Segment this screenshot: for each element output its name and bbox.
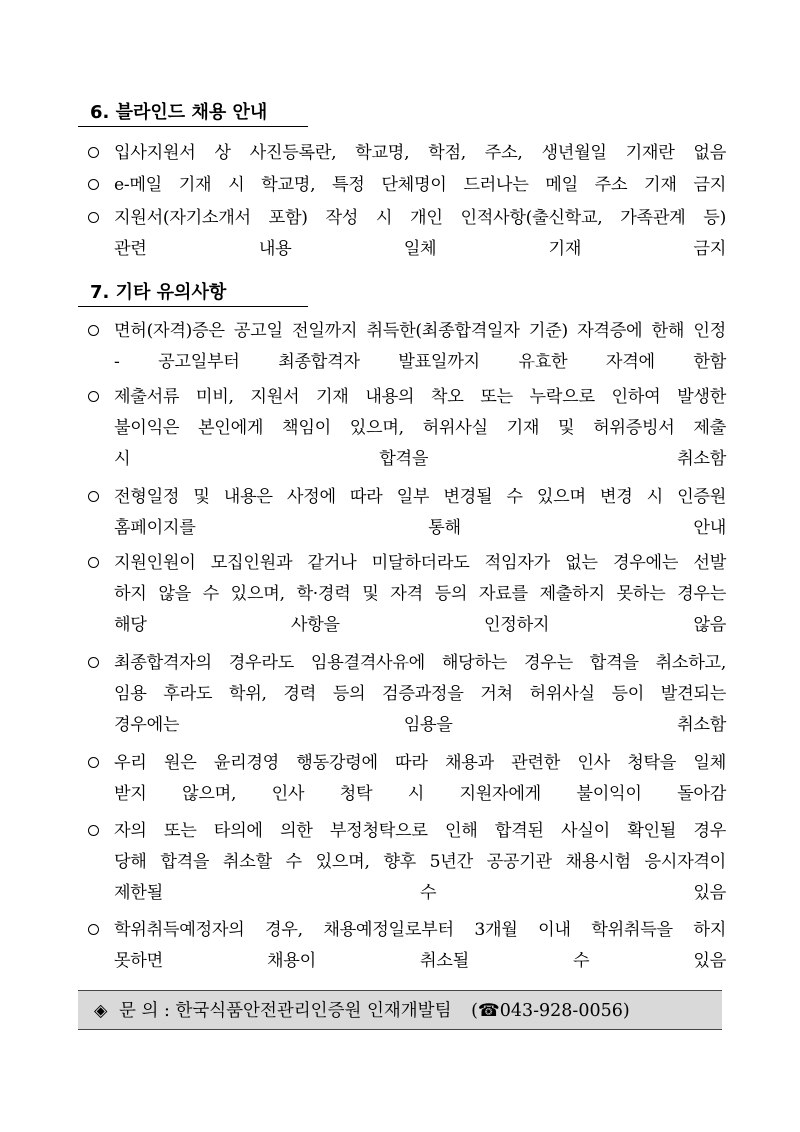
list-item — [88, 316, 726, 378]
item-line: 우리 원은 윤리경영 행동강령에 따라 채용과 관련한 인사 청탁을 일체 — [114, 753, 726, 773]
item-line: 해당 사항을 인정하지 않음 — [114, 614, 726, 635]
contact-label: 문 의 : 한국식품안전관리인증원 인재개발팀 — [119, 1001, 452, 1021]
list-item — [88, 648, 726, 740]
item-line: - 공고일부터 최종합격자 발표일까지 유효한 자격에 한함 — [114, 351, 726, 372]
item-line: 지원인원이 모집인원과 같거나 미달하더라도 적임자가 없는 경우에는 선발 — [114, 553, 726, 573]
item-line: 당해 합격을 취소할 수 있으며, 향후 5년간 공공기관 채용시험 응시자격이 — [114, 851, 726, 872]
list-item — [88, 748, 726, 810]
circle-bullet-icon — [88, 491, 99, 502]
circle-bullet-icon — [88, 325, 99, 336]
item-line: 하지 않을 수 있으며, 학·경력 및 자격 등의 자료를 제출하지 못하는 경우는 — [114, 583, 726, 604]
list-item — [88, 203, 726, 265]
list-item — [88, 382, 726, 474]
circle-bullet-icon — [88, 212, 99, 223]
section-6-heading: 6. 블라인드 채용 안내 — [78, 100, 308, 127]
contact-phone: (☎043-928-0056) — [471, 1001, 630, 1021]
item-line: 제한될 수 있음 — [114, 882, 726, 903]
list-item — [88, 816, 726, 908]
item-line: 임용 후라도 학위, 경력 등의 검증과정을 거쳐 허위사실 등이 발견되는 — [114, 683, 726, 704]
section-7-heading: 7. 기타 유의사항 — [78, 280, 308, 307]
circle-bullet-icon — [88, 757, 99, 768]
item-line: 홈페이지를 통해 안내 — [114, 517, 726, 538]
item-line: 경우에는 임용을 취소함 — [114, 714, 726, 735]
list-item — [88, 170, 726, 201]
list-item — [88, 548, 726, 640]
item-line: 면허(자격)증은 공고일 전일까지 취득한(최종합격일자 기준) 자격증에 한해 인정 — [114, 321, 726, 341]
item-line: 자의 또는 타의에 의한 부정청탁으로 인해 합격된 사실이 확인될 경우 — [114, 821, 726, 841]
circle-bullet-icon — [88, 179, 99, 190]
item-line: 못하면 채용이 취소될 수 있음 — [114, 950, 726, 971]
item-line: 시 합격을 취소함 — [114, 448, 726, 469]
item-line: 제출서류 미비, 지원서 기재 내용의 착오 또는 누락으로 인하여 발생한 — [114, 387, 726, 407]
item-line: 전형일정 및 내용은 사정에 따라 일부 변경될 수 있으며 변경 시 인증원 — [114, 487, 726, 507]
item-line: 관련 내용 일체 기재 금지 — [114, 238, 726, 259]
item-line: 최종합격자의 경우라도 임용결격사유에 해당하는 경우는 합격을 취소하고, — [114, 653, 726, 673]
circle-bullet-icon — [88, 557, 99, 568]
item-line: e-메일 기재 시 학교명, 특정 단체명이 드러나는 메일 주소 기재 금지 — [114, 175, 726, 195]
circle-bullet-icon — [88, 657, 99, 668]
item-line: 불이익은 본인에게 책임이 있으며, 허위사실 기재 및 허위증빙서 제출 — [114, 417, 726, 438]
item-line: 지원서(자기소개서 포함) 작성 시 개인 인적사항(출신학교, 가족관계 등) — [114, 208, 726, 228]
circle-bullet-icon — [88, 825, 99, 836]
list-item — [88, 138, 726, 169]
item-line: 입사지원서 상 사진등록란, 학교명, 학점, 주소, 생년월일 기재란 없음 — [114, 143, 726, 163]
list-item — [88, 915, 726, 977]
item-line: 받지 않으며, 인사 청탁 시 지원자에게 불이익이 돌아감 — [114, 783, 726, 804]
list-item — [88, 482, 726, 544]
diamond-bullet-icon: ◈ — [94, 1001, 108, 1021]
circle-bullet-icon — [88, 924, 99, 935]
circle-bullet-icon — [88, 147, 99, 158]
contact-box — [78, 990, 722, 1030]
item-line: 학위취득예정자의 경우, 채용예정일로부터 3개월 이내 학위취득을 하지 — [114, 920, 726, 940]
circle-bullet-icon — [88, 391, 99, 402]
